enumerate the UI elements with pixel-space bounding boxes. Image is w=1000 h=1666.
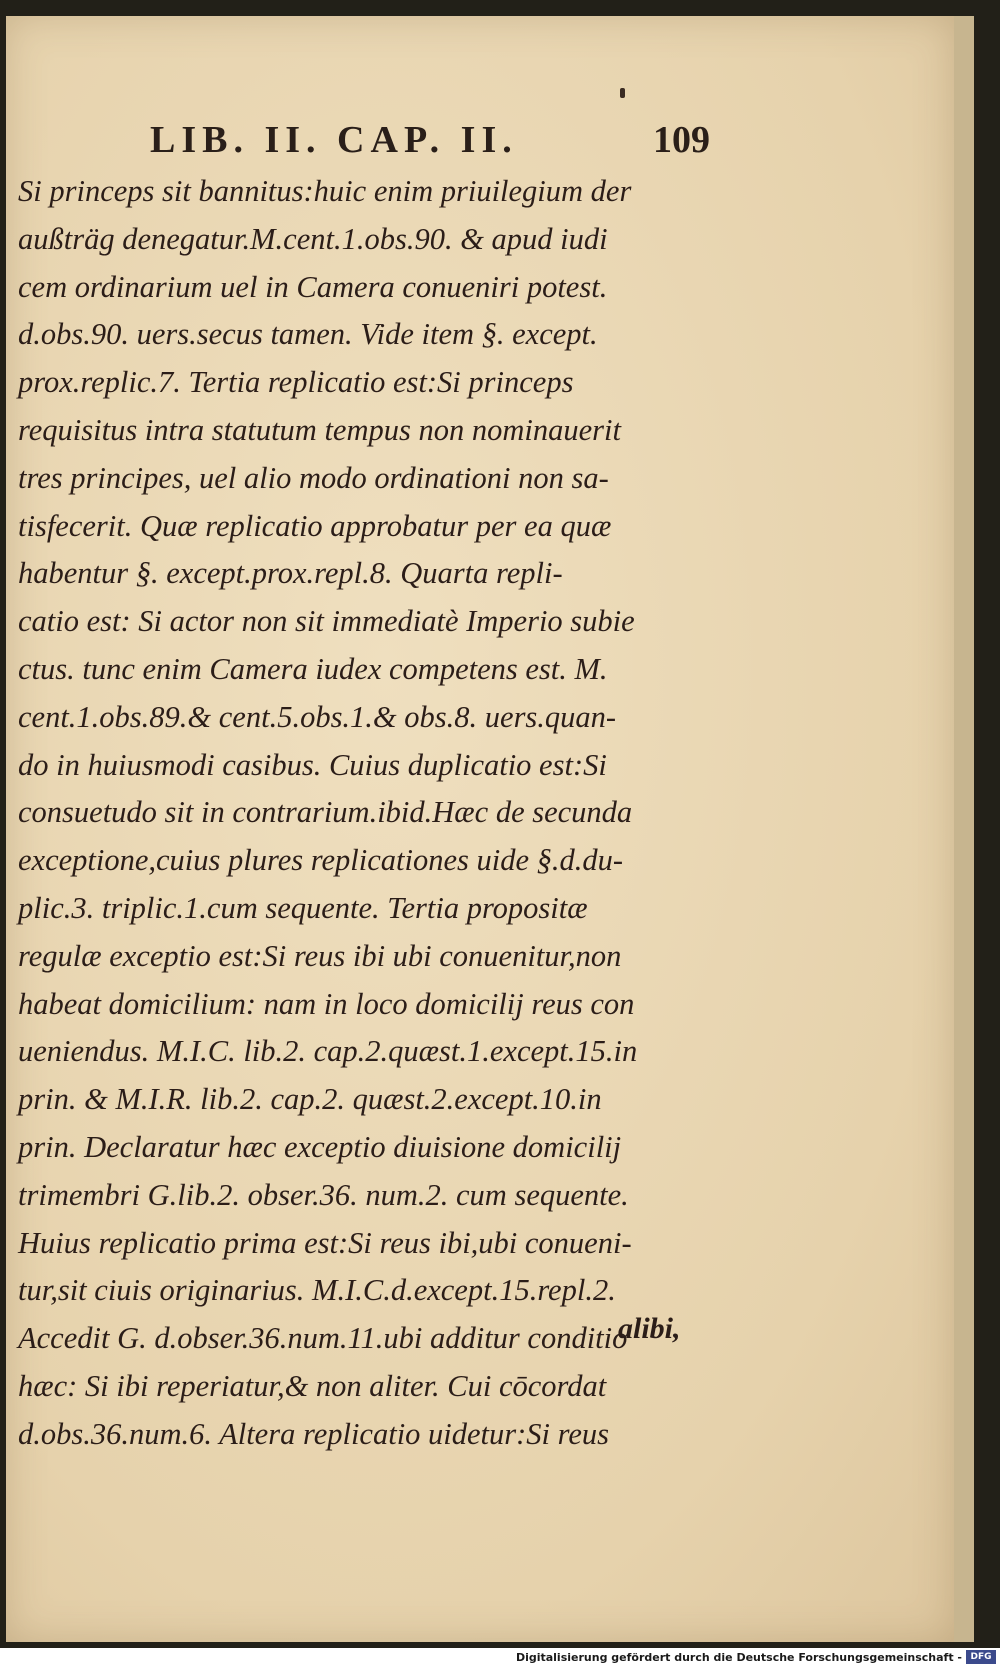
- text-line: prin. & M.I.R. lib.2. cap.2. quæst.2.except.10.in: [18, 1082, 602, 1117]
- text-line: habentur §. except.prox.repl.8. Quarta repli-: [18, 556, 563, 591]
- text-line: außträg denegatur.M.cent.1.obs.90. & apud iudi: [18, 221, 608, 256]
- text-line: cent.1.obs.89.& cent.5.obs.1.& obs.8. uers.quan-: [18, 699, 617, 734]
- text-line: d.obs.90. uers.secus tamen. Vide item §. except.: [18, 317, 598, 352]
- dfg-logo-icon: DFG: [966, 1650, 996, 1664]
- text-line: regulæ exceptio est:Si reus ibi ubi conuenitur,non: [18, 938, 622, 973]
- text-line: do in huiusmodi casibus. Cuius duplicatio est:Si: [18, 747, 607, 782]
- text-line: tur,sit ciuis originarius. M.I.C.d.except.15.repl.2.: [18, 1273, 616, 1308]
- page-edge: [954, 16, 974, 1642]
- text-line: ctus. tunc enim Camera iudex competens est. M.: [18, 651, 608, 686]
- text-line: hæc: Si ibi reperiatur,& non aliter. Cui cōcordat: [18, 1368, 607, 1403]
- text-line: prox.replic.7. Tertia replicatio est:Si princeps: [18, 365, 574, 400]
- page-header: [150, 118, 710, 168]
- folio-number: 109: [653, 119, 710, 161]
- ink-mark: [620, 88, 625, 98]
- text-line: Huius replicatio prima est:Si reus ibi,ubi conueni-: [18, 1225, 632, 1260]
- text-line: plic.3. triplic.1.cum sequente. Tertia propositæ: [18, 890, 588, 925]
- funding-credit: Digitalisierung gefördert durch die Deutsche Forschungsgemeinschaft -: [515, 1651, 962, 1664]
- text-line: d.obs.36.num.6. Altera replicatio uidetur:Si reus: [18, 1416, 610, 1451]
- text-line: tisfecerit. Quæ replicatio approbatur per ea quæ: [18, 508, 612, 543]
- text-line: prin. Declaratur hæc exceptio diuisione domicilij: [18, 1129, 622, 1164]
- body-text: [18, 168, 698, 1459]
- text-line: Si princeps sit bannitus:huic enim priuilegium der: [18, 174, 632, 208]
- text-line: cem ordinarium uel in Camera conueniri potest.: [18, 269, 608, 304]
- text-line: Accedit G. d.obser.36.num.11.ubi additur conditio: [18, 1321, 628, 1356]
- text-line: consuetudo sit in contrarium.ibid.Hæc de secunda: [18, 795, 633, 830]
- text-line: catio est: Si actor non sit immediatè Imperio subie: [18, 604, 635, 639]
- text-line: exceptione,cuius plures replicationes uide §.d.du-: [18, 843, 624, 878]
- catchword: alibi,: [618, 1312, 681, 1345]
- text-line: habeat domicilium: nam in loco domicilij reus con: [18, 986, 635, 1021]
- running-title: LIB. II. CAP. II.: [150, 119, 518, 161]
- text-line: trimembri G.lib.2. obser.36. num.2. cum sequente.: [18, 1177, 629, 1212]
- text-line: tres principes, uel alio modo ordinationi non sa-: [18, 460, 609, 495]
- text-line: requisitus intra statutum tempus non nominauerit: [18, 412, 621, 447]
- text-line: ueniendus. M.I.C. lib.2. cap.2.quæst.1.except.15.in: [18, 1034, 638, 1069]
